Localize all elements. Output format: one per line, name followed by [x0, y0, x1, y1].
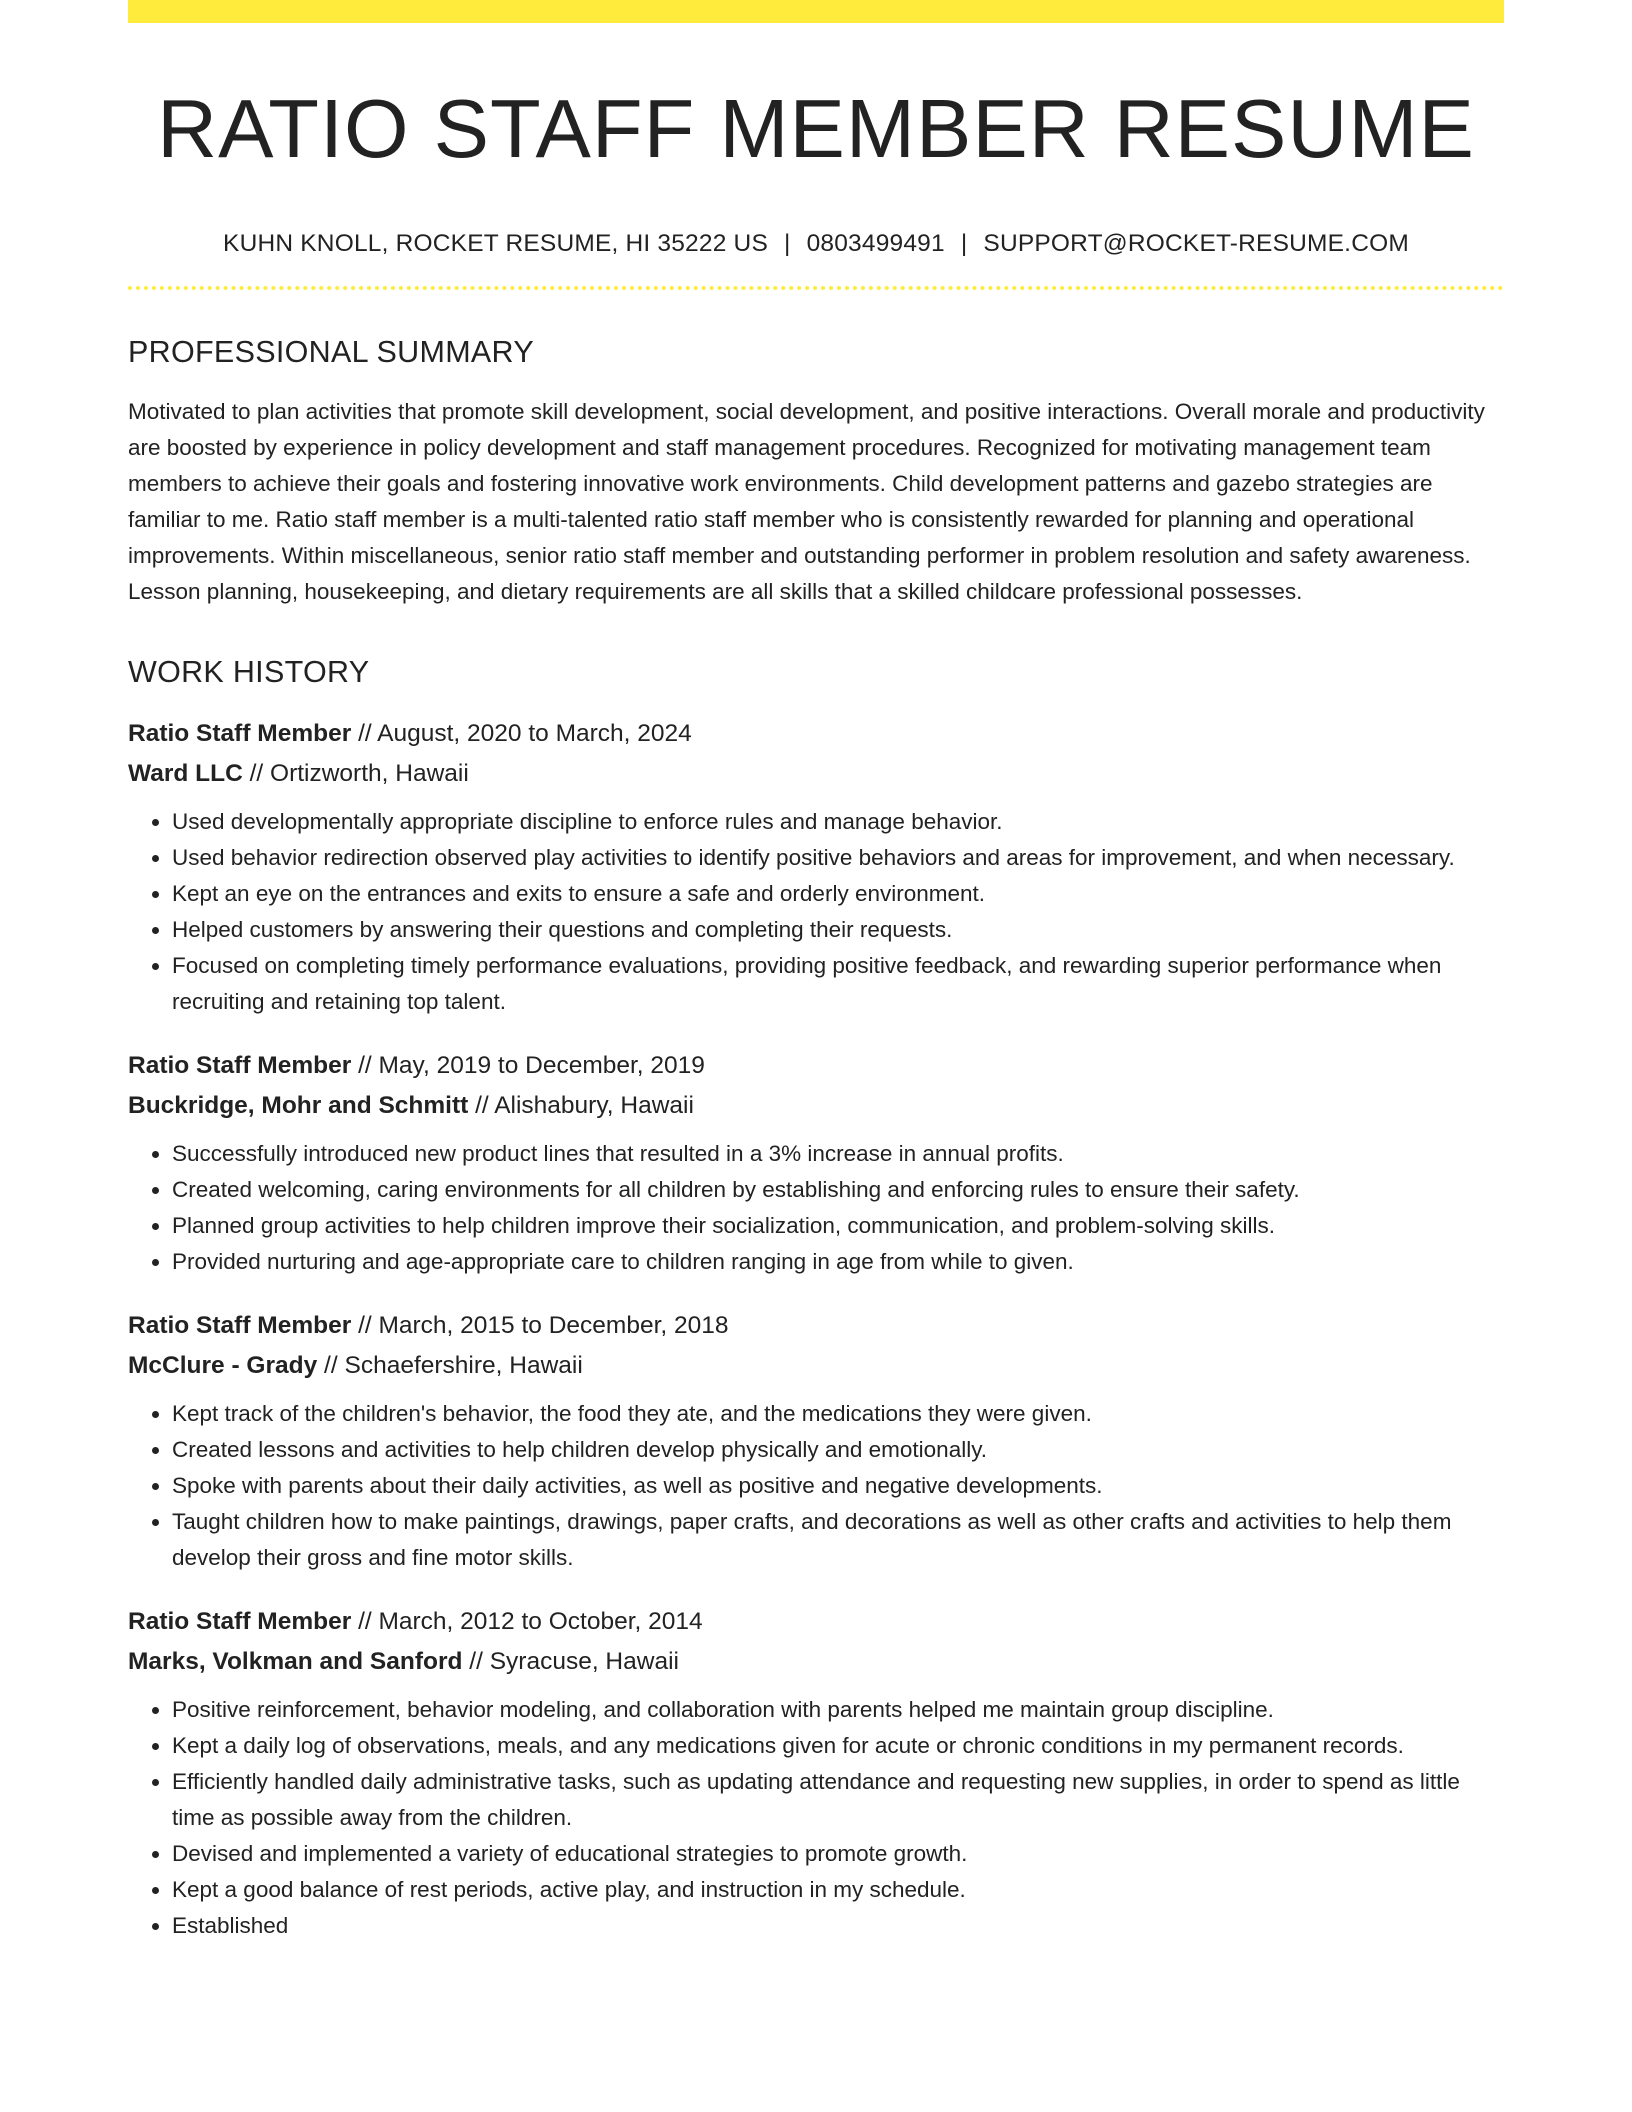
job-company-line	[128, 754, 1504, 794]
job-bullet: • Kept an eye on the entrances and exits to ensure a safe and orderly environment.	[172, 876, 1504, 912]
job-bullet: • Created lessons and activities to help children develop physically and emotionally.	[172, 1432, 1504, 1468]
summary-text: Motivated to plan activities that promote skill development, social development, and positive interactions. Overall morale and productivity are boosted by experience in policy development and staff management procedures. Recognized for motivating management team members to achieve their goals and fostering innovative work environments. Child development patterns and gazebo strategies are familiar to me. Ratio staff member is a multi-talented ratio staff member who is consistently rewarded for planning and operational improvements. Within miscellaneous, senior ratio staff member and outstanding performer in problem resolution and safety awareness. Lesson planning, housekeeping, and dietary requirements are all skills that a skilled childcare professional possesses.	[128, 399, 1485, 604]
job-bullet: • Efficiently handled daily administrative tasks, such as updating attendance and requesting new supplies, in order to spend as little time as possible away from the children.	[172, 1764, 1504, 1836]
job-company-line	[128, 1346, 1504, 1386]
contact-line	[128, 229, 1504, 259]
resume-page	[128, 0, 1504, 1944]
job-bullet: • Spoke with parents about their daily activities, as well as positive and negative developments.	[172, 1468, 1504, 1504]
job-bullet: • Kept a good balance of rest periods, active play, and instruction in my schedule.	[172, 1872, 1504, 1908]
job-bullets	[128, 804, 1504, 1020]
job-bullet: • Kept a daily log of observations, meals, and any medications given for acute or chronic conditions in my permanent records.	[172, 1728, 1504, 1764]
contact-phone: 0803499491	[806, 230, 945, 257]
job-company: Ward LLC	[128, 760, 243, 787]
contact-separator: |	[960, 230, 968, 257]
job-title: Ratio Staff Member	[128, 1312, 352, 1339]
job-bullets	[128, 1396, 1504, 1576]
job-bullet: • Created welcoming, caring environments for all children by establishing and enforcing rules to ensure their safety.	[172, 1172, 1504, 1208]
contact-separator: |	[783, 230, 791, 257]
summary-heading: PROFESSIONAL SUMMARY	[128, 335, 534, 369]
job-bullet: • Helped customers by answering their questions and completing their requests.	[172, 912, 1504, 948]
job-company-line	[128, 1086, 1504, 1126]
job-entry	[128, 1046, 1504, 1280]
job-dates: // August, 2020 to March, 2024	[351, 720, 692, 747]
job-location: // Ortizworth, Hawaii	[242, 760, 469, 787]
dotted-divider	[128, 286, 1504, 290]
job-title-line	[128, 1602, 1504, 1642]
job-dates: // May, 2019 to December, 2019	[351, 1052, 705, 1079]
job-company: Marks, Volkman and Sanford	[128, 1648, 463, 1675]
job-bullet: • Provided nurturing and age-appropriate care to children ranging in age from while to given.	[172, 1244, 1504, 1280]
job-company: Buckridge, Mohr and Schmitt	[128, 1092, 469, 1119]
job-location: // Alishabury, Hawaii	[468, 1092, 694, 1119]
job-entry	[128, 714, 1504, 1020]
job-bullet: • Planned group activities to help children improve their socialization, communication, and problem-solving skills.	[172, 1208, 1504, 1244]
job-bullet: • Used behavior redirection observed play activities to identify positive behaviors and areas for improvement, and when necessary.	[172, 840, 1504, 876]
job-title-line	[128, 714, 1504, 754]
job-bullets	[128, 1136, 1504, 1280]
job-bullet: • Used developmentally appropriate discipline to enforce rules and manage behavior.	[172, 804, 1504, 840]
job-bullet: • Successfully introduced new product lines that resulted in a 3% increase in annual profits.	[172, 1136, 1504, 1172]
job-title: Ratio Staff Member	[128, 720, 352, 747]
job-bullet: • Focused on completing timely performance evaluations, providing positive feedback, and rewarding superior performance when recruiting and retaining top talent.	[172, 948, 1504, 1020]
work-history-heading: WORK HISTORY	[128, 655, 370, 689]
job-location: // Schaefershire, Hawaii	[317, 1352, 583, 1379]
job-bullet: • Positive reinforcement, behavior modeling, and collaboration with parents helped me maintain group discipline.	[172, 1692, 1504, 1728]
contact-address: KUHN KNOLL, ROCKET RESUME, HI 35222 US	[223, 230, 768, 257]
job-title: Ratio Staff Member	[128, 1052, 352, 1079]
job-dates: // March, 2012 to October, 2014	[351, 1608, 703, 1635]
job-dates: // March, 2015 to December, 2018	[351, 1312, 729, 1339]
job-bullet: • Taught children how to make paintings, drawings, paper crafts, and decorations as well as other crafts and activities to help them develop their gross and fine motor skills.	[172, 1504, 1504, 1576]
job-bullets	[128, 1692, 1504, 1944]
job-location: // Syracuse, Hawaii	[462, 1648, 679, 1675]
job-bullet: • Devised and implemented a variety of educational strategies to promote growth.	[172, 1836, 1504, 1872]
job-title-line	[128, 1306, 1504, 1346]
job-company: McClure - Grady	[128, 1352, 318, 1379]
job-bullet: • Established	[172, 1908, 1504, 1944]
job-entry	[128, 1602, 1504, 1944]
resume-title: RATIO STAFF MEMBER RESUME	[157, 82, 1475, 175]
job-title: Ratio Staff Member	[128, 1608, 352, 1635]
contact-email: SUPPORT@ROCKET-RESUME.COM	[983, 230, 1409, 257]
job-company-line	[128, 1642, 1504, 1682]
job-title-line	[128, 1046, 1504, 1086]
accent-top-bar	[128, 0, 1504, 23]
job-entry	[128, 1306, 1504, 1576]
job-bullet: • Kept track of the children's behavior, the food they ate, and the medications they were given.	[172, 1396, 1504, 1432]
